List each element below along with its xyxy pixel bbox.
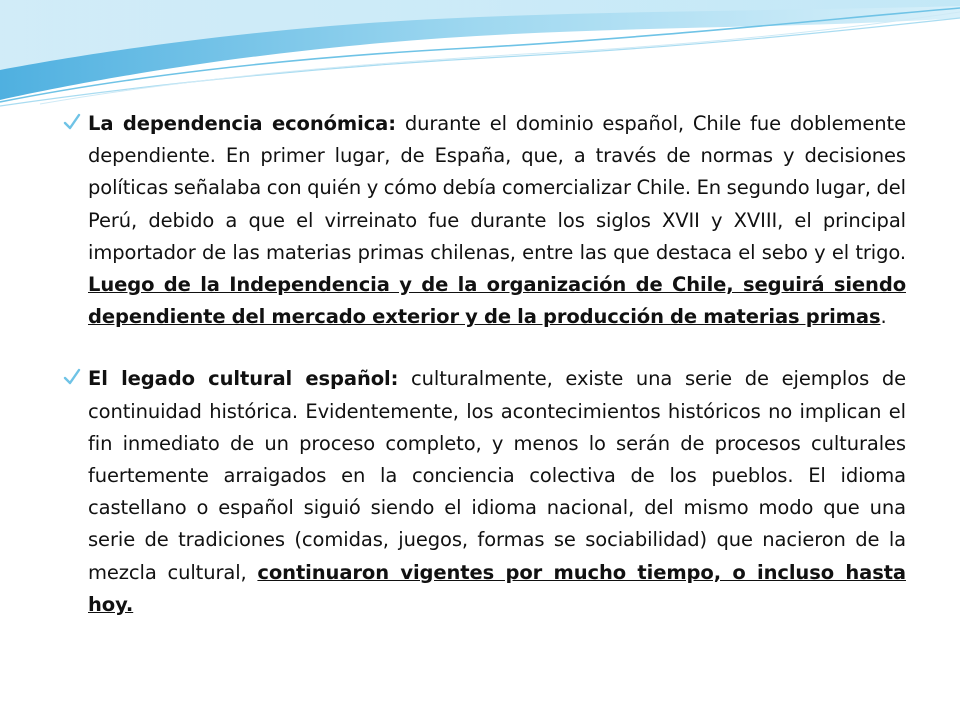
- header-wave-decoration: [0, 0, 960, 110]
- check-icon: [62, 367, 82, 387]
- slide-content: [62, 108, 906, 651]
- paragraph-body: durante el dominio español, Chile fue doblemente dependiente. En primer lugar, de España, que, a través de normas y decisiones políticas señalaba con quién y cómo debía comercializar Chile. En segundo lugar, del Perú, debido a que el virreinato fue durante los siglos XVII y XVIII, el principal importador de las materias primas chilenas, entre las que destaca el sebo y el trigo.: [88, 112, 906, 264]
- bullet-item: [62, 108, 906, 333]
- paragraph: [88, 363, 906, 621]
- paragraph-emphasis: Luego de la Independencia y de la organización de Chile, seguirá siendo dependiente del mercado exterior y de la producción de materias primas: [88, 273, 906, 329]
- paragraph-heading: El legado cultural español:: [88, 367, 399, 391]
- paragraph-tail: .: [880, 305, 887, 329]
- check-icon: [62, 112, 82, 132]
- paragraph-heading: La dependencia económica:: [88, 112, 396, 135]
- paragraph-body: culturalmente, existe una serie de ejemplos de continuidad histórica. Evidentemente, los acontecimientos históricos no implican el fin inmediato de un proceso completo, y menos lo serán de procesos culturales fuertemente arraigados en la conciencia colectiva de los pueblos. El idioma castellano o español siguió siendo el idioma nacional, del mismo modo que una serie de tradiciones (comidas, juegos, formas se sociabilidad) que nacieron de la mezcla cultural,: [88, 367, 906, 584]
- bullet-item: [62, 363, 906, 621]
- paragraph-emphasis: continuaron vigentes por mucho tiempo, o incluso hasta hoy.: [88, 560, 906, 616]
- paragraph: [88, 108, 906, 333]
